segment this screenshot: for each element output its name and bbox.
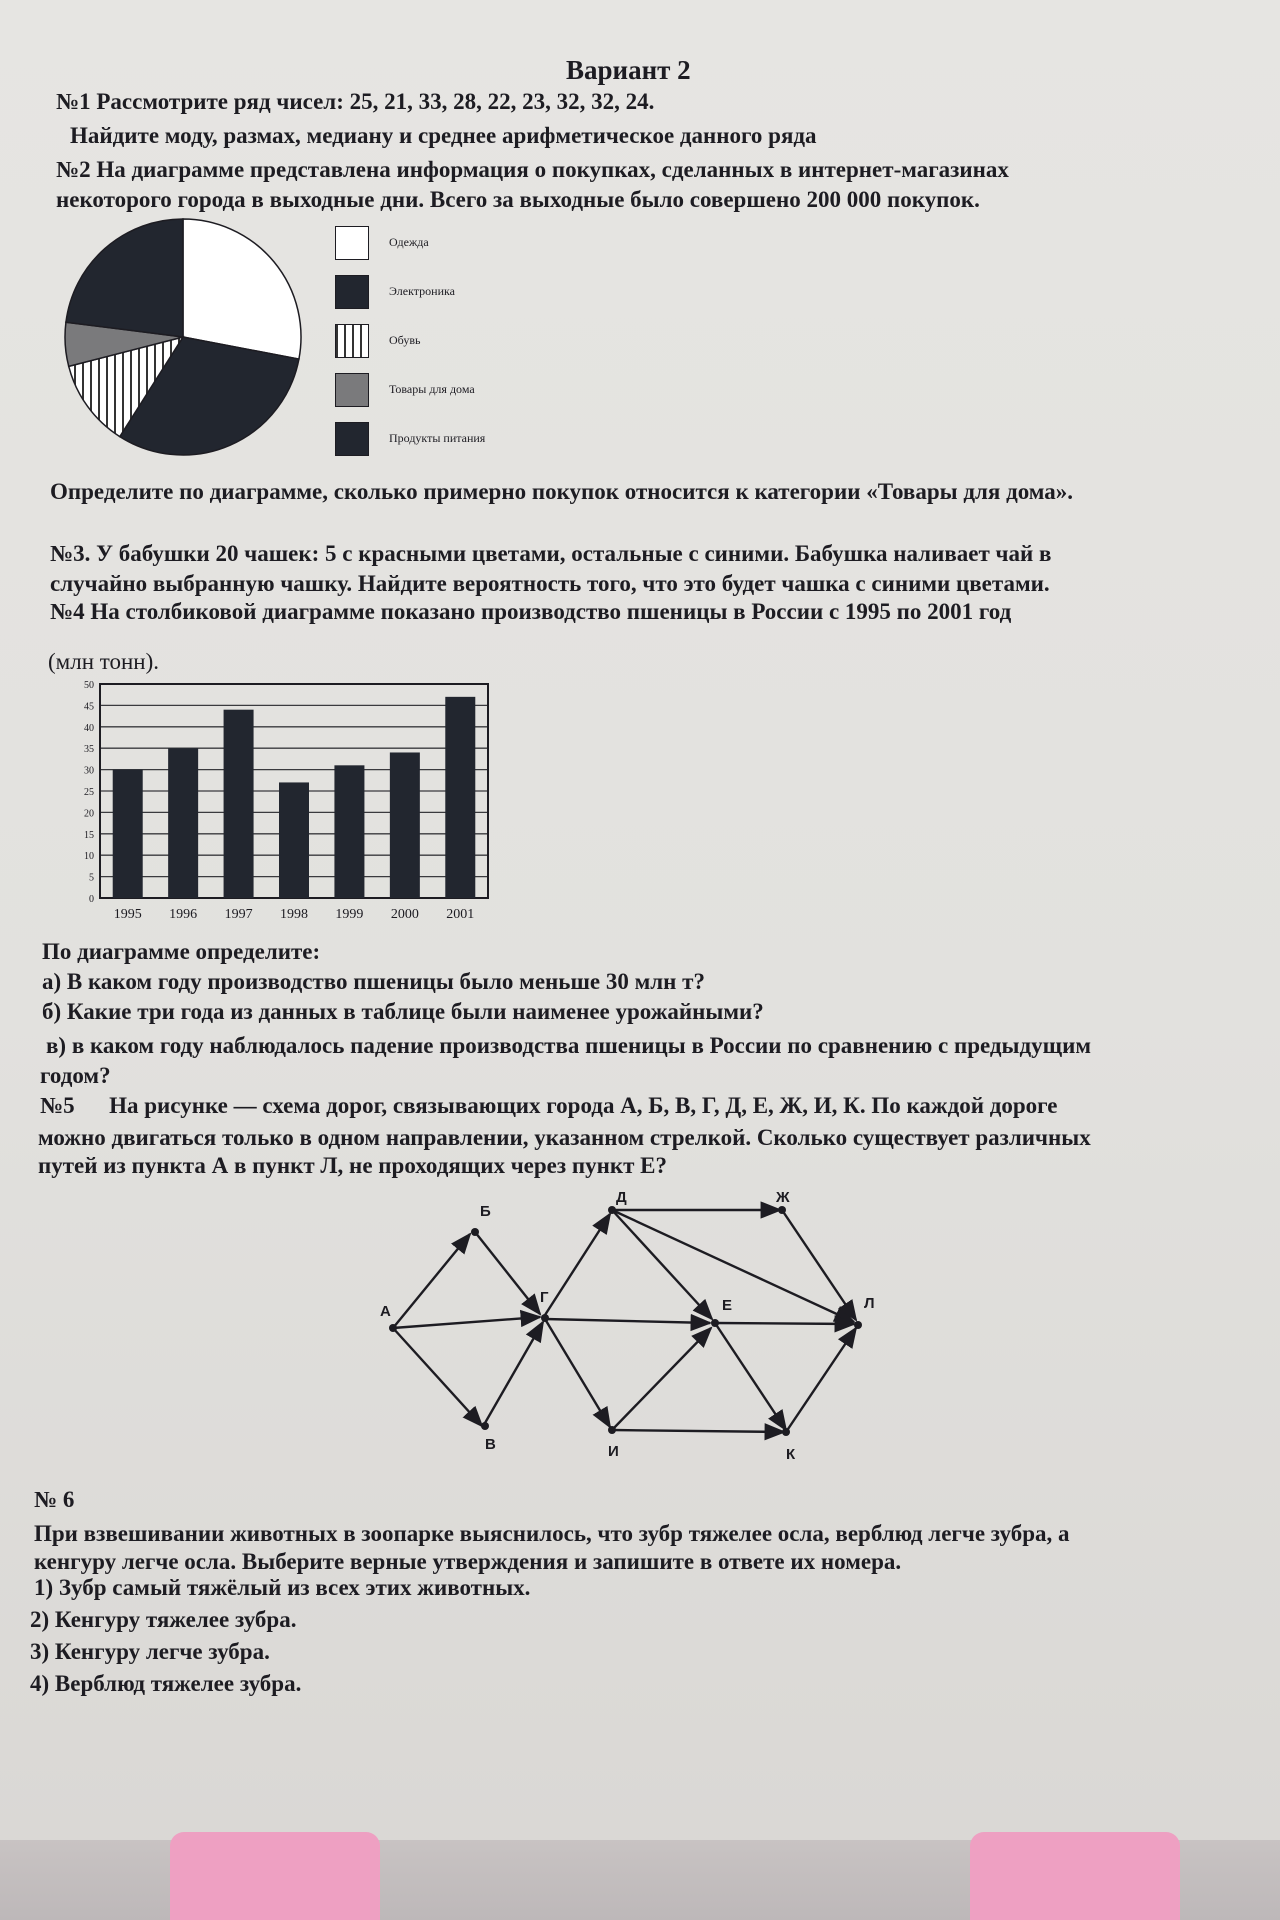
road-v-g: [485, 1322, 543, 1423]
legend-item: [335, 267, 485, 316]
bar-1996: [168, 748, 198, 898]
road-d-e: [612, 1210, 712, 1319]
legend-item: [335, 414, 485, 463]
x-tick-label: 1998: [280, 907, 308, 922]
task4-qc2: годом?: [40, 1063, 111, 1088]
bar-2001: [445, 697, 475, 898]
road-g-e: [545, 1319, 710, 1323]
task4-qc1: в) в каком году наблюдалось падение производства пшеницы в России по сравнению с предыдущим: [46, 1033, 1091, 1058]
road-g-i: [545, 1319, 610, 1427]
pie-slice-5: [66, 219, 183, 337]
node-i: [608, 1426, 616, 1434]
y-tick-label: 45: [84, 701, 94, 713]
task6-line2: кенгуру легче осла. Выберите верные утверждения и запишите в ответе их номера.: [34, 1549, 902, 1574]
bar-2000: [390, 752, 420, 898]
legend-swatch: [335, 226, 369, 260]
pie-slice-1: [183, 219, 301, 359]
task4-line1: №4 На столбиковой диаграмме показано производство пшеницы в России с 1995 по 2001 год: [50, 599, 1012, 624]
road-scheme: [370, 1180, 890, 1470]
road-d-l: [612, 1210, 854, 1322]
node-b: [471, 1228, 479, 1236]
node-k: [782, 1428, 790, 1436]
task3-line1: №3. У бабушки 20 чашек: 5 с красными цветами, остальные с синими. Бабушка наливает чай в: [50, 541, 1052, 566]
label-l: Л: [864, 1295, 875, 1312]
task1-line2: Найдите моду, размах, медиану и среднее арифметическое данного ряда: [70, 123, 817, 148]
task4-qb: б) Какие три года из данных в таблице были наименее урожайными?: [42, 999, 764, 1024]
legend-item: [335, 365, 485, 414]
label-e: Е: [722, 1297, 733, 1314]
bar-1998: [279, 782, 309, 898]
task5-line1: №5 На рисунке — схема дорог, связывающих города А, Б, В, Г, Д, Е, Ж, И, К. По каждой дороге: [40, 1093, 1058, 1118]
legend-label: Одежда: [389, 235, 429, 249]
bar-1995: [113, 770, 143, 898]
label-d: Д: [616, 1189, 627, 1206]
node-g: [541, 1314, 549, 1322]
x-tick-label: 2000: [390, 907, 419, 922]
legend-swatch: [335, 324, 369, 358]
road-e-k: [715, 1323, 786, 1430]
y-tick-label: 20: [84, 808, 94, 820]
x-tick-label: 1997: [224, 907, 253, 922]
task6-option-2: 2) Кенгуру тяжелее зубра.: [30, 1607, 297, 1632]
label-k: К: [786, 1446, 796, 1463]
road-e-l: [715, 1323, 854, 1324]
node-d: [608, 1206, 616, 1214]
binder-ring-left: [170, 1832, 380, 1920]
node-a: [389, 1324, 397, 1332]
task4-qa: а) В каком году производство пшеницы было меньше 30 млн т?: [42, 969, 705, 994]
road-g-d: [545, 1214, 610, 1315]
legend-label: Обувь: [389, 333, 421, 347]
legend-label: Продукты питания: [389, 431, 486, 445]
task4-q-intro: По диаграмме определите:: [42, 939, 321, 964]
legend-label: Товары для дома: [389, 382, 475, 396]
bar-1999: [334, 765, 364, 898]
bar-chart: [40, 672, 500, 932]
task5-line3: путей из пункта А в пункт Л, не проходящих через пункт Е?: [38, 1153, 668, 1178]
x-tick-label: 1999: [335, 907, 364, 922]
road-a-g: [393, 1317, 540, 1328]
label-a: А: [380, 1303, 391, 1320]
y-tick-label: 40: [84, 722, 94, 734]
task2-line1: №2 На диаграмме представлена информация о покупках, сделанных в интернет-магазинах: [56, 157, 1009, 182]
legend-item: [335, 218, 485, 267]
binder-ring-right: [970, 1832, 1180, 1920]
legend-item: [335, 316, 485, 365]
road-a-v: [393, 1328, 482, 1426]
y-tick-label: 30: [84, 765, 94, 777]
task2-line2: некоторого города в выходные дни. Всего за выходные было совершено 200 000 покупок.: [56, 187, 980, 212]
node-v: [481, 1422, 489, 1430]
y-tick-label: 5: [89, 872, 94, 884]
y-tick-label: 10: [84, 851, 94, 863]
task6-line1: При взвешивании животных в зоопарке выяснилось, что зубр тяжелее осла, верблюд легче зубра, а: [34, 1521, 1070, 1546]
road-k-l: [786, 1328, 856, 1432]
road-b-g: [475, 1232, 540, 1314]
y-tick-label: 35: [84, 744, 94, 756]
label-v: В: [485, 1436, 496, 1453]
task6-option-3: 3) Кенгуру легче зубра.: [30, 1639, 270, 1664]
task2-question: Определите по диаграмме, сколько примерно покупок относится к категории «Товары для дома».: [50, 479, 1074, 504]
pie-legend: [335, 218, 485, 463]
road-i-k: [612, 1430, 784, 1432]
road-a-b: [393, 1234, 470, 1328]
legend-swatch: [335, 275, 369, 309]
bar-1997: [224, 710, 254, 898]
task6-number: № 6: [34, 1487, 75, 1512]
label-g: Г: [540, 1289, 549, 1306]
y-tick-label: 50: [84, 680, 94, 691]
node-l: [854, 1321, 862, 1329]
task5-line2: можно двигаться только в одном направлении, указанном стрелкой. Сколько существует различных: [38, 1125, 1091, 1150]
legend-label: Электроника: [389, 284, 455, 298]
y-tick-label: 0: [89, 894, 94, 905]
node-zh: [778, 1206, 786, 1214]
legend-swatch: [335, 422, 369, 456]
page-title: Вариант 2: [566, 55, 691, 85]
task3-line2: случайно выбранную чашку. Найдите вероятность того, что это будет чашка с синими цветами.: [50, 571, 1050, 596]
task1-line1: №1 Рассмотрите ряд чисел: 25, 21, 33, 28, 22, 23, 32, 32, 24.: [56, 89, 655, 114]
y-tick-label: 25: [84, 787, 94, 798]
x-tick-label: 1996: [169, 907, 198, 922]
x-tick-label: 1995: [113, 907, 142, 922]
label-i: И: [608, 1443, 619, 1460]
pie-chart: [58, 212, 308, 462]
road-zh-l: [782, 1210, 856, 1320]
road-i-e: [612, 1328, 711, 1430]
legend-swatch: [335, 373, 369, 407]
task4-line2: (млн тонн).: [48, 649, 160, 674]
label-zh: Ж: [776, 1189, 790, 1206]
task6-option-4: 4) Верблюд тяжелее зубра.: [30, 1671, 302, 1696]
x-tick-label: 2001: [446, 907, 475, 922]
node-e: [711, 1319, 719, 1327]
label-b: Б: [480, 1203, 491, 1220]
task6-option-1: 1) Зубр самый тяжёлый из всех этих животных.: [34, 1575, 531, 1600]
y-tick-label: 15: [84, 829, 94, 841]
